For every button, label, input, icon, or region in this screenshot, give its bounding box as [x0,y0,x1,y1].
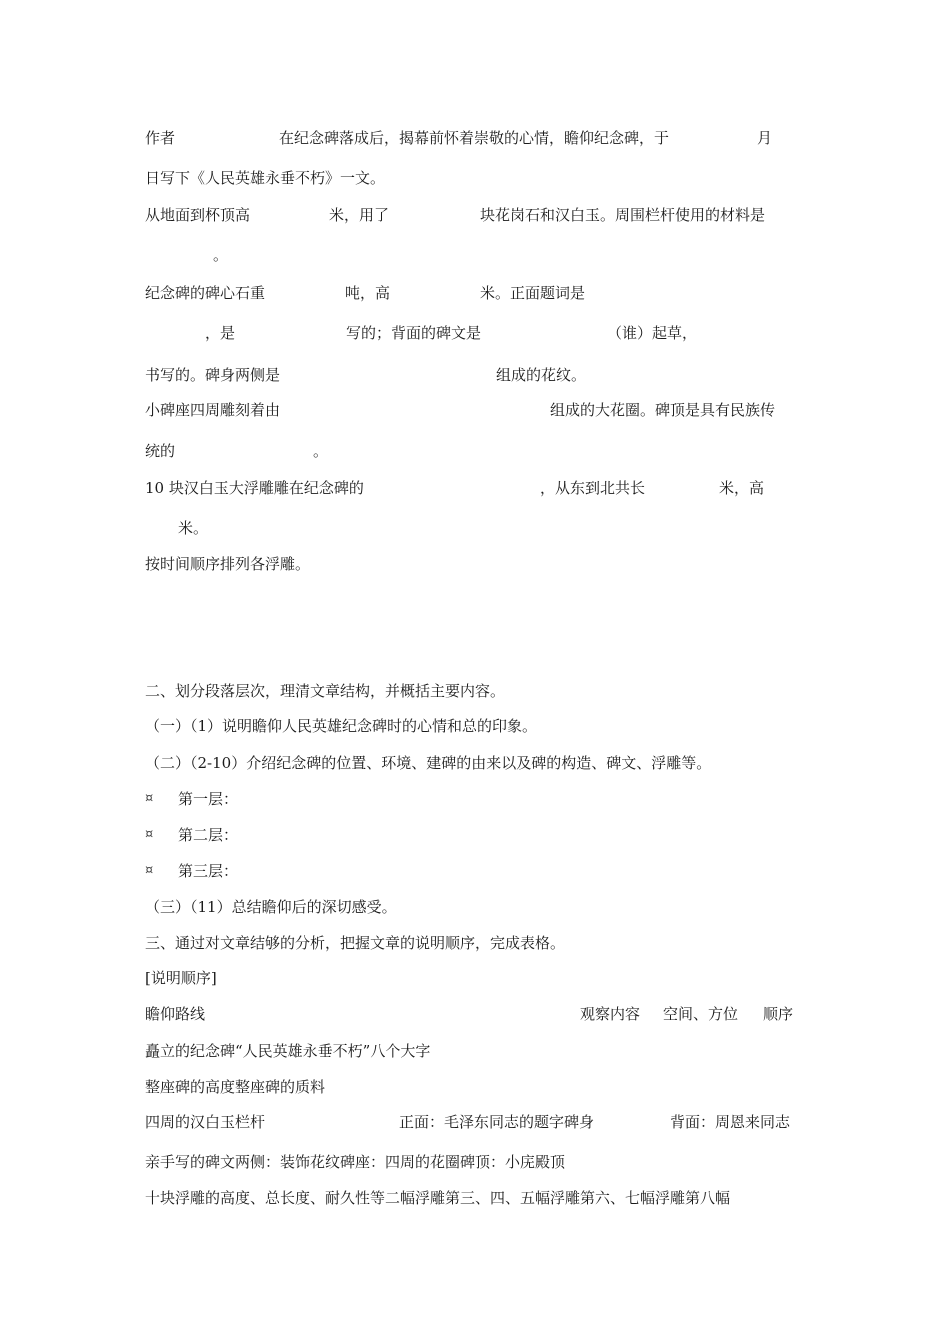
section-3-text: （三）（11）总结瞻仰后的深切感受。 [145,898,397,916]
table-row-3-c: 背面：周恩来同志 [670,1113,791,1131]
section-1-text: （一）（1）说明瞻仰人民英雄纪念碑时的心情和总的印象。 [145,717,538,735]
part3-heading-text: 三、通过对文章结够的分析，把握文章的说明顺序，完成表格。 [145,934,566,952]
order-header: 顺序 [763,1005,794,1023]
order-label-text: [说明顺序] [145,969,217,987]
table-row-2-text: 整座碑的高度整座碑的质料 [145,1078,326,1096]
core-text-c: 米。正面题词是 [480,284,586,302]
core-text-e: 写的；背面的碑文是 [346,324,482,342]
relief-text-b: ，从东到北共长 [540,479,646,497]
height-text-d: 。 [213,246,229,264]
table-row-5-text: 十块浮雕的高度、总长度、耐久性等二幅浮雕第三、四、五幅浮雕第六、七幅浮雕第八幅 [145,1189,731,1207]
section-2-text: （二）（2-10）介绍纪念碑的位置、环境、建碑的由来以及碑的构造、碑文、浮雕等。 [145,754,712,772]
table-row-4-text: 亲手写的碑文两侧：装饰花纹碑座：四周的花圈碑顶：小庑殿顶 [145,1153,566,1171]
space-header: 空间、方位 [663,1005,739,1023]
table-row-3-b: 正面：毛泽东同志的题字碑身 [399,1113,595,1131]
core-text-f: （谁）起草， [607,324,698,342]
relief-text-a: 10 块汉白玉大浮雕雕在纪念碑的 [145,479,364,497]
height-text-b: 米，用了 [329,206,390,224]
author-text-b: 在纪念碑落成后，揭幕前怀着崇敬的心情，瞻仰纪念碑，于 [279,129,670,147]
relief-text-d: 米。 [178,519,209,537]
relief-text-c: 米，高 [719,479,765,497]
author-text-a: 作者 [145,129,176,147]
relief-text-e: 按时间顺序排列各浮雕。 [145,555,311,573]
layer-2-text: 第二层： [178,826,239,844]
layer-1-text: 第一层： [178,790,239,808]
route-header: 瞻仰路线 [145,1005,206,1023]
base-text-d: 。 [313,442,329,460]
table-row-3-a: 四周的汉白玉栏杆 [145,1113,266,1131]
base-text-b: 组成的大花圈。碑顶是具有民族传 [550,401,776,419]
table-row-1-text: 矗立的纪念碑“人民英雄永垂不朽”八个大字 [145,1042,431,1060]
author-text-d: 日写下《人民英雄永垂不朽》一文。 [145,169,386,187]
height-text-c: 块花岗石和汉白玉。周围栏杆使用的材料是 [480,206,766,224]
base-text-a: 小碑座四周雕刻着由 [145,401,281,419]
height-text-a: 从地面到杯顶高 [145,206,251,224]
core-text-a: 纪念碑的碑心石重 [145,284,266,302]
bullet-icon: ¤ [145,863,154,878]
author-text-c: 月 [757,129,773,147]
observe-header: 观察内容 [580,1005,641,1023]
layer-3-text: 第三层： [178,862,239,880]
core-text-b: 吨，高 [345,284,391,302]
bullet-icon: ¤ [145,827,154,842]
core-text-d: ，是 [205,324,236,342]
core-text-h: 组成的花纹。 [496,366,587,384]
base-text-c: 统的 [145,442,176,460]
core-text-g: 书写的。碑身两侧是 [145,366,281,384]
part2-heading-text: 二、划分段落层次，理清文章结构，并概括主要内容。 [145,682,506,700]
bullet-icon: ¤ [145,791,154,806]
